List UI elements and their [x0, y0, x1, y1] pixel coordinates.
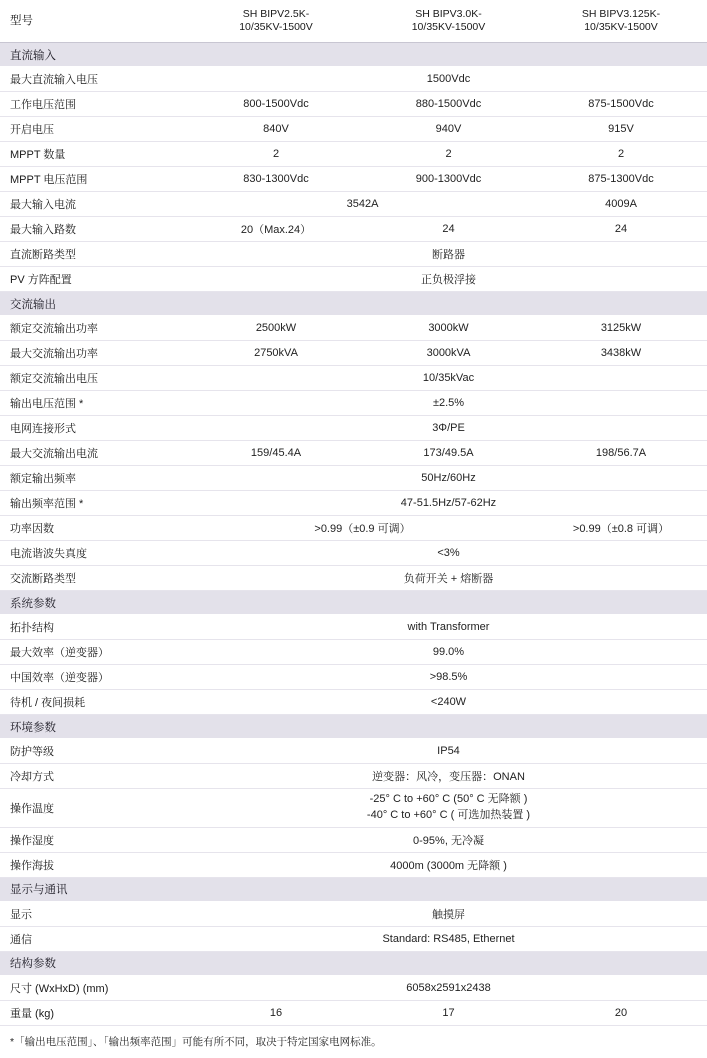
spec-row	[0, 1000, 707, 1025]
model-name-2: SH BIPV3.0K- 10/35KV-1500V	[362, 0, 535, 43]
section-header-row	[0, 951, 707, 975]
spec-value-merged: <3%	[190, 541, 707, 566]
spec-label: MPPT 数量	[0, 142, 190, 167]
spec-value-1: 20（Max.24）	[190, 217, 362, 242]
footnote-text: *「输出电压范围」、「输出频率范围」可能有所不同，取决于特定国家电网标准。	[10, 1036, 382, 1049]
section-title: 结构参数	[0, 951, 707, 975]
spec-value-2: 880-1500Vdc	[362, 92, 535, 117]
section-header-row	[0, 292, 707, 316]
section-title: 显示与通讯	[0, 877, 707, 901]
spec-label: 开启电压	[0, 117, 190, 142]
spec-value-2: 2	[362, 142, 535, 167]
section-header-row	[0, 591, 707, 615]
spec-label: 操作温度	[0, 789, 190, 828]
spec-row	[0, 541, 707, 566]
spec-row	[0, 341, 707, 366]
spec-row	[0, 491, 707, 516]
spec-value-merged: with Transformer	[190, 615, 707, 640]
spec-label: 电网连接形式	[0, 416, 190, 441]
spec-value-merged: 6058x2591x2438	[190, 975, 707, 1000]
spec-value-group-2: 4009A	[535, 192, 707, 217]
spec-label: 重量 (kg)	[0, 1000, 190, 1025]
spec-value-2: 3000kW	[362, 316, 535, 341]
spec-value-1: 840V	[190, 117, 362, 142]
spec-row	[0, 615, 707, 640]
spec-label: 输出电压范围 *	[0, 391, 190, 416]
spec-label: 输出频率范围 *	[0, 491, 190, 516]
spec-row	[0, 67, 707, 92]
spec-value-1: 800-1500Vdc	[190, 92, 362, 117]
spec-row	[0, 926, 707, 951]
spec-label: 显示	[0, 901, 190, 926]
spec-row	[0, 690, 707, 715]
section-title: 系统参数	[0, 591, 707, 615]
spec-row	[0, 416, 707, 441]
spec-value-merged: >98.5%	[190, 665, 707, 690]
spec-row	[0, 391, 707, 416]
spec-value-1: 2	[190, 142, 362, 167]
spec-value-3: 915V	[535, 117, 707, 142]
spec-value-merged: ±2.5%	[190, 391, 707, 416]
spec-value-3: 3125kW	[535, 316, 707, 341]
spec-row	[0, 92, 707, 117]
spec-label: 直流断路类型	[0, 242, 190, 267]
spec-value-merged: 0-95%, 无冷凝	[190, 827, 707, 852]
spec-row	[0, 975, 707, 1000]
model-header-row	[0, 0, 707, 43]
spec-row	[0, 142, 707, 167]
spec-label: 拓扑结构	[0, 615, 190, 640]
spec-label: 额定输出频率	[0, 466, 190, 491]
section-title: 交流输出	[0, 292, 707, 316]
spec-row	[0, 852, 707, 877]
spec-value-group-2: >0.99（±0.8 可调）	[535, 516, 707, 541]
spec-label: 最大交流输出电流	[0, 441, 190, 466]
spec-label: 交流断路类型	[0, 566, 190, 591]
spec-label: 中国效率（逆变器）	[0, 665, 190, 690]
spec-row	[0, 764, 707, 789]
spec-value-merged: 3Φ/PE	[190, 416, 707, 441]
spec-value-3: 875-1300Vdc	[535, 167, 707, 192]
spec-value-1: 2750kVA	[190, 341, 362, 366]
spec-value-merged: 1500Vdc	[190, 67, 707, 92]
spec-label: 防护等级	[0, 739, 190, 764]
spec-value-1: 2500kW	[190, 316, 362, 341]
spec-value-merged: 4000m (3000m 无降额 )	[190, 852, 707, 877]
model-name-3: SH BIPV3.125K- 10/35KV-1500V	[535, 0, 707, 43]
spec-row	[0, 242, 707, 267]
spec-value-group-1: 3542A	[190, 192, 535, 217]
section-title: 环境参数	[0, 715, 707, 739]
spec-row	[0, 516, 707, 541]
spec-label: 最大输入电流	[0, 192, 190, 217]
spec-value-merged: 10/35kVac	[190, 366, 707, 391]
spec-label: 最大输入路数	[0, 217, 190, 242]
section-title: 直流输入	[0, 43, 707, 67]
spec-row	[0, 117, 707, 142]
spec-row	[0, 466, 707, 491]
spec-label: PV 方阵配置	[0, 267, 190, 292]
spec-value-merged: 负荷开关 + 熔断器	[190, 566, 707, 591]
spec-label: 操作海拔	[0, 852, 190, 877]
spec-value-1: 159/45.4A	[190, 441, 362, 466]
spec-label: 通信	[0, 926, 190, 951]
spec-value-3: 24	[535, 217, 707, 242]
spec-value-2: 173/49.5A	[362, 441, 535, 466]
spec-value-merged: 正负极浮接	[190, 267, 707, 292]
spec-label: 最大交流输出功率	[0, 341, 190, 366]
spec-row	[0, 217, 707, 242]
spec-value-3: 3438kW	[535, 341, 707, 366]
spec-label: 冷却方式	[0, 764, 190, 789]
spec-value-merged: Standard: RS485, Ethernet	[190, 926, 707, 951]
model-name-1: SH BIPV2.5K- 10/35KV-1500V	[190, 0, 362, 43]
spec-row	[0, 789, 707, 828]
spec-value-merged: 触摸屏	[190, 901, 707, 926]
spec-row	[0, 441, 707, 466]
spec-row	[0, 665, 707, 690]
footnote-row	[0, 1025, 707, 1058]
spec-value-2: 940V	[362, 117, 535, 142]
spec-label: 额定交流输出功率	[0, 316, 190, 341]
spec-row	[0, 366, 707, 391]
spec-label: 待机 / 夜间损耗	[0, 690, 190, 715]
model-header-label: 型号	[0, 0, 190, 43]
section-header-row	[0, 877, 707, 901]
spec-value-3: 198/56.7A	[535, 441, 707, 466]
spec-row	[0, 167, 707, 192]
spec-row	[0, 640, 707, 665]
spec-value-3: 20	[535, 1000, 707, 1025]
spec-label: 操作湿度	[0, 827, 190, 852]
spec-row	[0, 192, 707, 217]
spec-value-2: 3000kVA	[362, 341, 535, 366]
spec-value-merged: 逆变器：风冷，变压器：ONAN	[190, 764, 707, 789]
spec-value-merged: 断路器	[190, 242, 707, 267]
spec-row	[0, 827, 707, 852]
spec-label: 最大效率（逆变器）	[0, 640, 190, 665]
spec-value-2: 17	[362, 1000, 535, 1025]
section-header-row	[0, 715, 707, 739]
spec-row	[0, 566, 707, 591]
spec-label: 电流谐波失真度	[0, 541, 190, 566]
spec-row	[0, 739, 707, 764]
spec-value-1: 16	[190, 1000, 362, 1025]
spec-row	[0, 901, 707, 926]
spec-row	[0, 267, 707, 292]
spec-value-1: 830-1300Vdc	[190, 167, 362, 192]
spec-value-merged: <240W	[190, 690, 707, 715]
spec-label: 最大直流输入电压	[0, 67, 190, 92]
spec-label: 功率因数	[0, 516, 190, 541]
spec-value-group-1: >0.99（±0.9 可调）	[190, 516, 535, 541]
spec-label: MPPT 电压范围	[0, 167, 190, 192]
spec-value-merged: 99.0%	[190, 640, 707, 665]
spec-value-3: 2	[535, 142, 707, 167]
section-header-row	[0, 43, 707, 67]
spec-label: 工作电压范围	[0, 92, 190, 117]
spec-value-3: 875-1500Vdc	[535, 92, 707, 117]
spec-label: 尺寸 (WxHxD) (mm)	[0, 975, 190, 1000]
spec-value-merged: 47-51.5Hz/57-62Hz	[190, 491, 707, 516]
spec-value-merged: 50Hz/60Hz	[190, 466, 707, 491]
spec-row	[0, 316, 707, 341]
spec-value-merged: -25° C to +60° C (50° C 无降额 ) -40° C to +60° C ( 可选加热装置 )	[190, 789, 707, 828]
spec-value-2: 900-1300Vdc	[362, 167, 535, 192]
spec-label: 额定交流输出电压	[0, 366, 190, 391]
spec-value-2: 24	[362, 217, 535, 242]
spec-value-merged: IP54	[190, 739, 707, 764]
